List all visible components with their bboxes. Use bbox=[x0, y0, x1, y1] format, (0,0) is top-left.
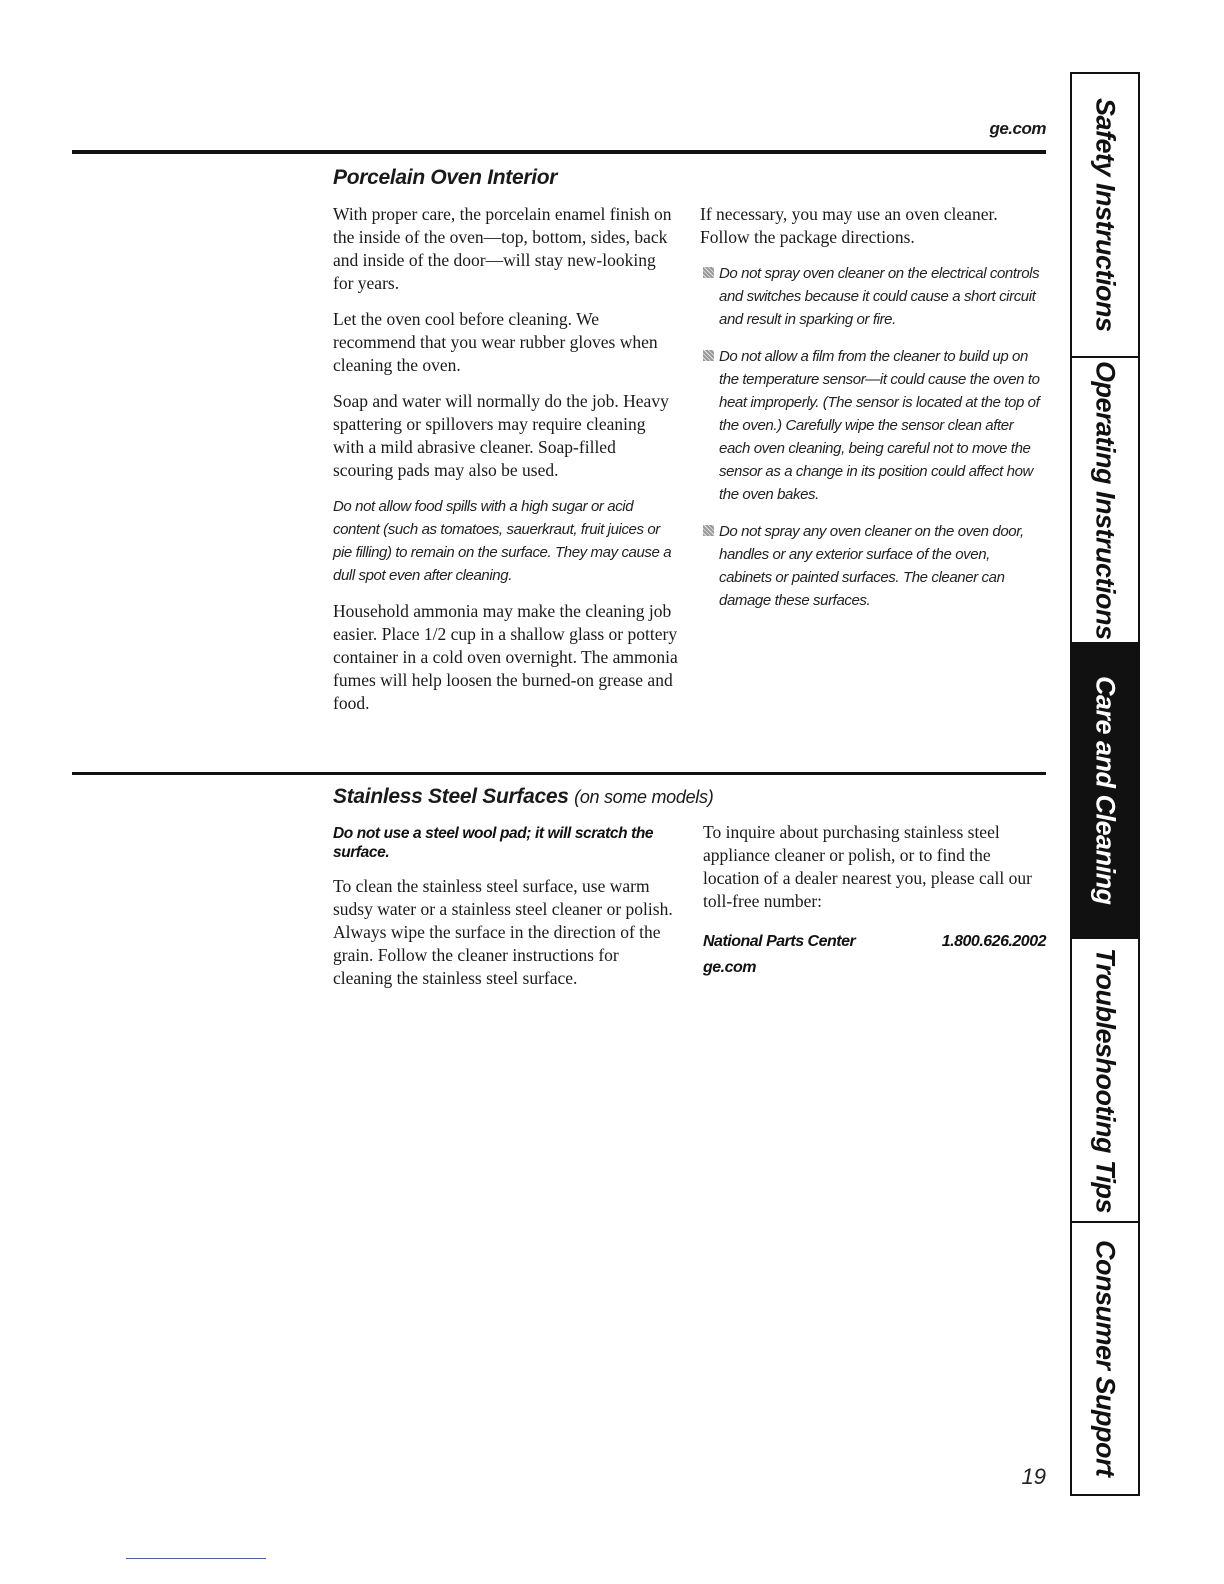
warning-text-sensor: Do not allow a film from the cleaner to build up on the temperature sensor—it could cause the oven to heat improperly. (The sensor is located at the top of the oven.) Carefully wipe the sensor clean after each oven cleaning, being careful not to move the sensor as a change in its position could affect how the oven bakes. bbox=[719, 348, 1040, 503]
warning-bullet-icon bbox=[703, 525, 714, 536]
warning-item bbox=[700, 262, 1045, 331]
porcelain-paragraph-1: With proper care, the porcelain enamel finish on the inside of the oven—top, bottom, sides, back and inside of the door—will stay new-looking for years. bbox=[333, 204, 672, 293]
stainless-left-column bbox=[333, 824, 678, 1003]
site-url: ge.com bbox=[989, 119, 1046, 138]
oven-cleaner-paragraph: If necessary, you may use an oven cleaner. Follow the package directions. bbox=[700, 204, 998, 247]
warning-text-controls: Do not spray oven cleaner on the electrical controls and switches because it could cause a short circuit and result in sparking or fire. bbox=[719, 265, 1040, 328]
porcelain-left-column bbox=[333, 203, 678, 728]
warning-item bbox=[700, 520, 1045, 612]
porcelain-paragraph-3: Soap and water will normally do the job. Heavy spattering or spillovers may require cleaning with a mild abrasive cleaner. Soap-filled scouring pads may also be used. bbox=[333, 391, 669, 480]
steel-wool-warning: Do not use a steel wool pad; it will scratch the surface. bbox=[333, 825, 654, 861]
tab-care-and-cleaning[interactable] bbox=[1072, 642, 1138, 937]
tab-label: Troubleshooting Tips bbox=[1090, 947, 1121, 1213]
tab-label: Operating Instructions bbox=[1090, 360, 1121, 640]
tab-safety-instructions[interactable] bbox=[1072, 74, 1138, 356]
tab-operating-instructions[interactable] bbox=[1072, 356, 1138, 642]
stainless-right-column bbox=[703, 821, 1046, 977]
porcelain-section-title: Porcelain Oven Interior bbox=[333, 166, 558, 189]
warning-bullet-icon bbox=[703, 267, 714, 278]
footer-line bbox=[126, 1558, 266, 1559]
tab-label: Consumer Support bbox=[1090, 1240, 1121, 1477]
side-tab-bar bbox=[1070, 72, 1140, 1496]
warning-bullet-icon bbox=[703, 350, 714, 361]
header-rule bbox=[72, 150, 1046, 154]
stainless-title-text: Stainless Steel Surfaces bbox=[333, 785, 569, 808]
porcelain-right-column bbox=[700, 203, 1045, 626]
purchase-inquiry-paragraph: To inquire about purchasing stainless steel appliance cleaner or polish, or to find the location of a dealer nearest you, please call our toll-free number: bbox=[703, 822, 1032, 911]
tab-label: Care and Cleaning bbox=[1090, 676, 1121, 905]
page-number: 19 bbox=[1021, 1464, 1046, 1489]
warning-text-surfaces: Do not spray any oven cleaner on the oven door, handles or any exterior surface of the oven, cabinets or painted surfaces. The cleaner can damage these surfaces. bbox=[719, 523, 1024, 609]
contact-row bbox=[703, 933, 1046, 951]
contact-phone: 1.800.626.2002 bbox=[941, 933, 1046, 950]
stainless-cleaning-paragraph: To clean the stainless steel surface, use warm sudsy water or a stainless steel cleaner or polish. Always wipe the surface in the direction of the grain. Follow the cleaner instructions for cleaning the stainless steel surface. bbox=[333, 876, 673, 988]
contact-name: National Parts Center bbox=[703, 933, 856, 950]
contact-url: ge.com bbox=[703, 959, 757, 976]
porcelain-food-spill-note: Do not allow food spills with a high sugar or acid content (such as tomatoes, sauerkraut, fruit juices or pie filling) to remain on the surface. They may cause a dull spot even after cleaning. bbox=[333, 498, 672, 584]
section-divider-rule bbox=[72, 772, 1046, 775]
porcelain-paragraph-2: Let the oven cool before cleaning. We recommend that you wear rubber gloves when cleaning the oven. bbox=[333, 309, 658, 375]
stainless-section-title bbox=[333, 785, 713, 809]
tab-consumer-support[interactable] bbox=[1072, 1221, 1138, 1494]
tab-troubleshooting-tips[interactable] bbox=[1072, 937, 1138, 1221]
warning-item bbox=[700, 345, 1045, 506]
tab-label: Safety Instructions bbox=[1090, 98, 1121, 332]
stainless-subtitle: (on some models) bbox=[574, 787, 714, 807]
porcelain-paragraph-4: Household ammonia may make the cleaning job easier. Place 1/2 cup in a shallow glass or pottery container in a cold oven overnight. The ammonia fumes will help loosen the burned-on grease and food. bbox=[333, 601, 678, 713]
